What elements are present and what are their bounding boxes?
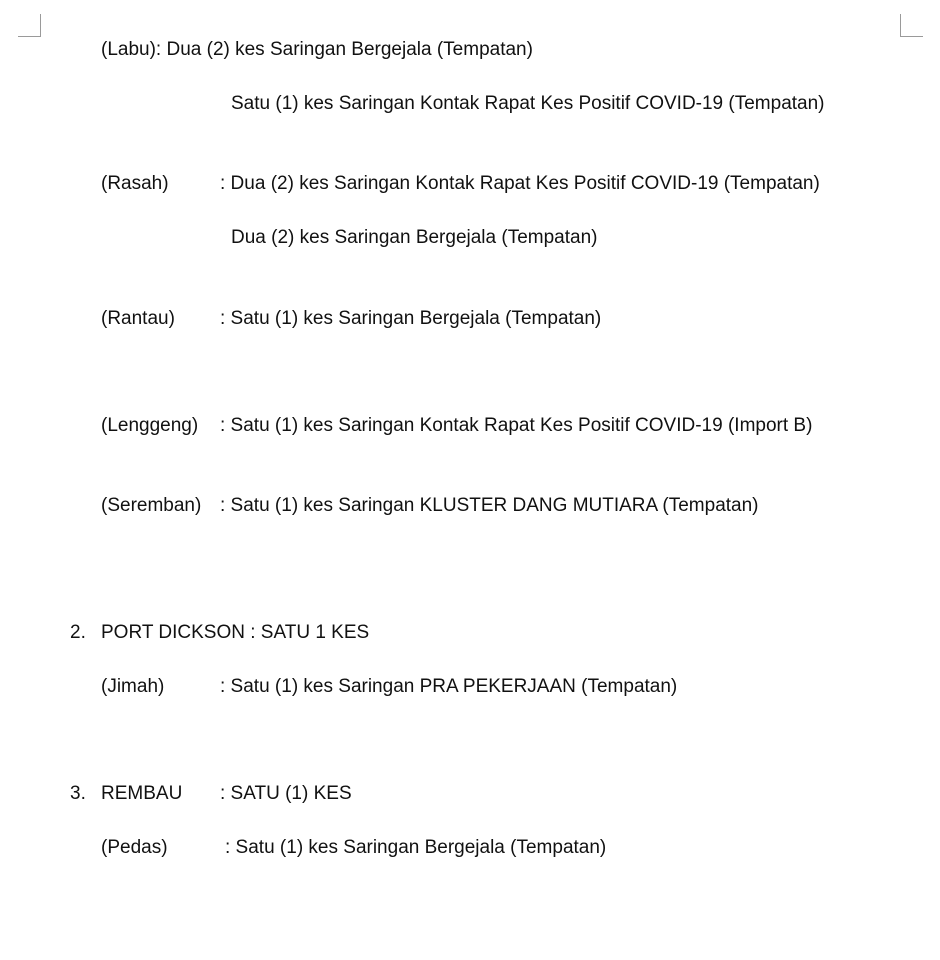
- rantau-label: (Rantau): [101, 308, 175, 329]
- seremban-text: : Satu (1) kes Saringan KLUSTER DANG MUTIARA (Tempatan): [220, 495, 759, 516]
- seremban-label: (Seremban): [101, 495, 202, 516]
- jimah-label: (Jimah): [101, 676, 165, 697]
- section-3-heading: REMBAU: [101, 783, 183, 804]
- page-corner-mark-top-right: [900, 14, 923, 37]
- rasah-text: : Dua (2) kes Saringan Kontak Rapat Kes Positif COVID-19 (Tempatan): [220, 173, 820, 194]
- page-corner-mark-top-left: [18, 14, 41, 37]
- pedas-text: : Satu (1) kes Saringan Bergejala (Tempatan): [225, 837, 607, 858]
- section-2-number: 2.: [70, 622, 86, 643]
- labu-continuation: Satu (1) kes Saringan Kontak Rapat Kes Positif COVID-19 (Tempatan): [231, 93, 825, 114]
- lenggeng-label: (Lenggeng): [101, 415, 199, 436]
- section-2-heading: PORT DICKSON : SATU 1 KES: [101, 622, 370, 643]
- lenggeng-text: : Satu (1) kes Saringan Kontak Rapat Kes Positif COVID-19 (Import B): [220, 415, 813, 436]
- rantau-text: : Satu (1) kes Saringan Bergejala (Tempatan): [220, 308, 602, 329]
- section-3-heading-value: : SATU (1) KES: [220, 783, 352, 804]
- section-3-number: 3.: [70, 783, 86, 804]
- pedas-label: (Pedas): [101, 837, 168, 858]
- rasah-label: (Rasah): [101, 173, 169, 194]
- labu-line: (Labu): Dua (2) kes Saringan Bergejala (Tempatan): [101, 39, 533, 60]
- rasah-continuation: Dua (2) kes Saringan Bergejala (Tempatan): [231, 227, 598, 248]
- jimah-text: : Satu (1) kes Saringan PRA PEKERJAAN (Tempatan): [220, 676, 678, 697]
